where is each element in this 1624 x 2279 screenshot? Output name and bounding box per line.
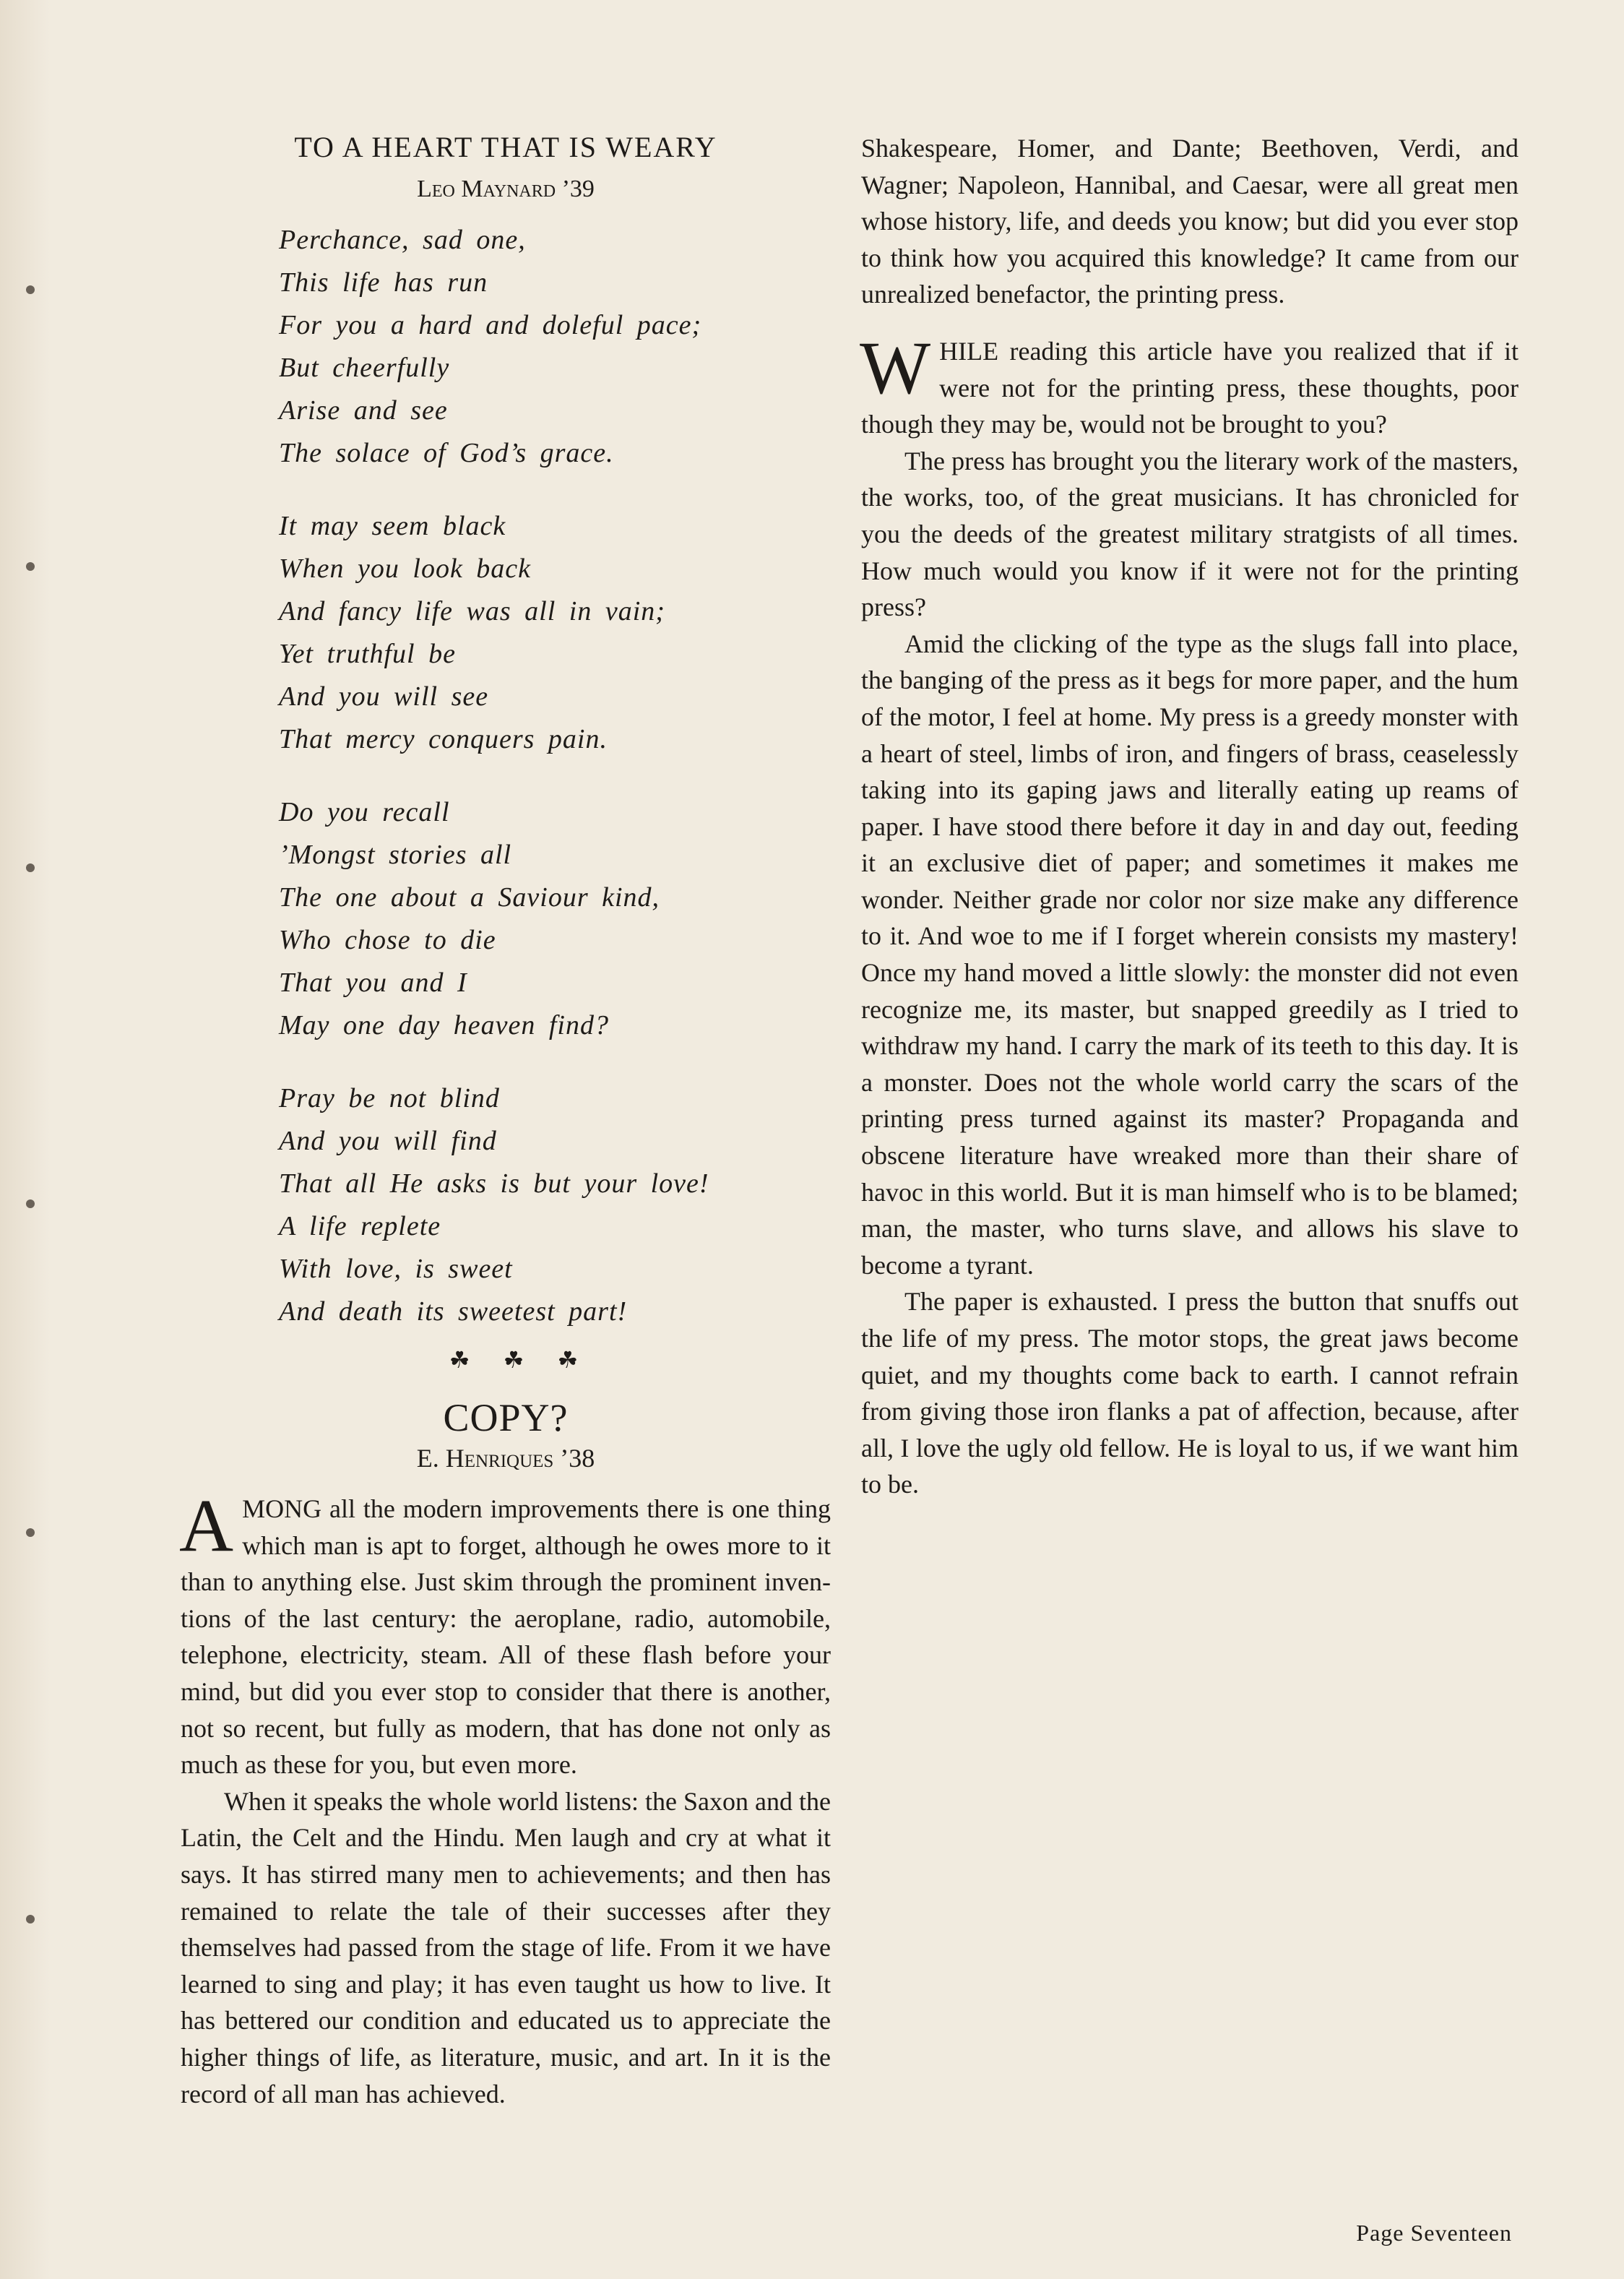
poem-line: And you will find <box>279 1126 497 1156</box>
article-paragraph: Shakespeare, Homer, and Dante; Beethoven, Verdi, and Wagner; Napoleon, Hannibal, and Caesar, were all great men whose history, life, and deeds you know; but did you ever stop to think how you acquired this knowledge? It came from our unrealized benefactor, the printing press. <box>861 134 1519 309</box>
poem-line: That mercy conquers pain. <box>279 724 608 754</box>
binding-hole <box>26 1528 35 1537</box>
poem-line: For you a hard and doleful pace; <box>279 310 702 340</box>
poem-line: This life has run <box>279 267 488 298</box>
poem-stanza <box>279 219 831 475</box>
poem-line: A life replete <box>279 1211 441 1241</box>
shamrock-ornament-icon: ☘ ☘ ☘ <box>449 1346 592 1374</box>
article-paragraph: WHILE reading this article have you realized that if it were not for the printing press, these thoughts, poor though they may be, would not be brought to you? <box>860 326 1519 439</box>
poem-line: ’Mongst stories all <box>279 840 512 870</box>
page-number: Page Seventeen <box>1356 2220 1512 2246</box>
article-paragraph: The press has brought you the literary work of the masters, the works, too, of the great musicians. It has chronicled for you the deeds of the greatest military stratgists of all times. How much would you know if it were not for the printing press? <box>861 446 1519 622</box>
poem-stanza <box>279 505 831 761</box>
poem-line: And death its sweetest part! <box>279 1296 628 1327</box>
article-author: E. Henriques ’38 <box>416 1444 595 1473</box>
poem-line: When you look back <box>279 553 532 584</box>
poem-line: Do you recall <box>279 797 450 827</box>
poem-line: Arise and see <box>279 395 448 426</box>
binding-hole <box>26 1199 35 1208</box>
article-title: COPY? <box>443 1396 569 1439</box>
poem-line: And you will see <box>279 681 489 712</box>
poem-line: May one day heaven find? <box>279 1010 609 1041</box>
article-paragraph: When it speaks the whole world listens: the Saxon and the Latin, the Celt and the Hindu. Men laugh and cry at what it says. It has stirred many men to achievements; and then has remained to relate the tale of their successes after they themselves had passed from the stage of life. From it we have learned to sing and play; it has even taught us how to live. It has bettered our condition and educated us to appreciate the higher things of life, as literature, music, and art. In it is the record of all man has achieved. <box>181 1786 831 2108</box>
poem-stanza <box>279 1077 831 1333</box>
article-paragraph: The paper is exhausted. I press the button that snuffs out the life of my press. The motor stops, the great jaws become quiet, and my thoughts come back to earth. I cannot refrain from giving those iron flanks a pat of affection, because, after all, I love the ugly old fellow. He is loyal to us, if we want him to be. <box>861 1287 1519 1499</box>
poem-title: TO A HEART THAT IS WEARY <box>294 131 717 163</box>
poem-author: Leo Maynard ’39 <box>417 176 595 202</box>
poem-line: The solace of God’s grace. <box>279 438 614 468</box>
poem-line: The one about a Saviour kind, <box>279 882 660 913</box>
article-paragraph: Amid the clicking of the type as the slugs fall into place, the banging of the press as it begs for more paper, and the hum of the motor, I feel at home. My press is a greedy monster with a heart of steel, limbs of iron, and fingers of brass, ceaselessly taking into its gaping jaws and literally eating up reams of paper. I have stood there before it day in and day out, feeding it an exclusive diet of paper; and sometimes it makes me wonder. Neither grade nor color nor size make any difference to it. And woe to me if I forget wherein consists my mastery! Once my hand moved a little slowly: the monster did not even recognize me, its master, but snapped greedily as I tried to withdraw my hand. I carry the mark of its teeth to this day. It is a monster. Does not the whole world carry the scars of the printing press turned against its master? Propaganda and obscene literature have wreaked more than their share of havoc in this world. But it is man himself who is to be blamed; man, the master, who turns slave, and allows his slave to become a tyrant. <box>861 629 1519 1280</box>
right-column <box>861 130 1519 1503</box>
poem-line: That all He asks is but your love! <box>279 1168 709 1199</box>
poem-line: Yet truthful be <box>279 639 456 669</box>
page-binding-edge <box>0 0 51 2279</box>
poem-line: But cheerfully <box>279 353 450 383</box>
left-column <box>181 130 831 2112</box>
binding-hole <box>26 562 35 571</box>
binding-hole <box>26 1915 35 1923</box>
poem-line: It may seem black <box>279 511 506 541</box>
poem-line: That you and I <box>279 968 467 998</box>
binding-hole <box>26 285 35 294</box>
binding-hole <box>26 863 35 872</box>
poem-stanza <box>279 791 831 1047</box>
poem-line: With love, is sweet <box>279 1254 513 1284</box>
drop-cap: W <box>860 326 931 410</box>
poem-line: And fancy life was all in vain; <box>279 596 665 626</box>
article-paragraph: AMONG all the modern improvements there is one thing which man is apt to forget, although he owes more to it than to anything else. Just skim through the prominent inventions of the last century: the aeroplane, radio, automobile, telephone, electricity, steam. All of these flash before your mind, but did you ever stop to consider that there is another, not so recent, but fully as modern, that has done not only as much as these for you, but even more. <box>179 1484 831 1780</box>
poem-line: Who chose to die <box>279 925 496 955</box>
poem-line: Pray be not blind <box>279 1083 500 1113</box>
drop-cap: A <box>179 1484 234 1567</box>
poem-line: Perchance, sad one, <box>279 225 526 255</box>
